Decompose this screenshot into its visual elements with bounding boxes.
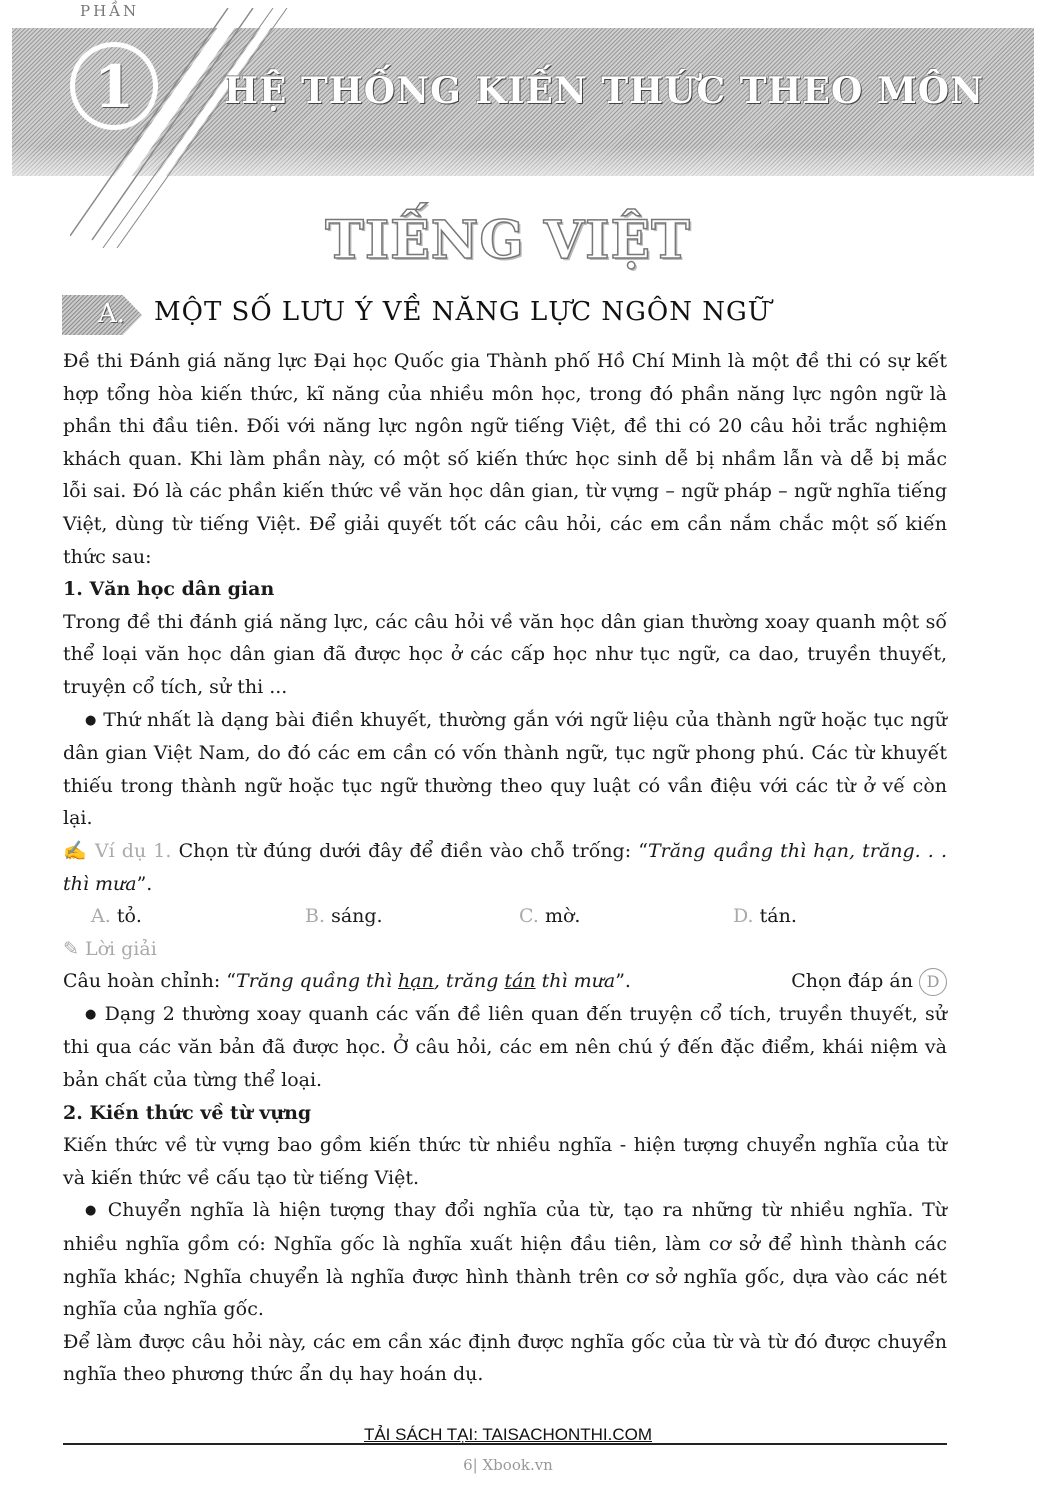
part-number-badge: 1: [70, 42, 158, 130]
footer-divider: [63, 1443, 947, 1445]
choice-letter: C.: [519, 905, 539, 928]
choice-b: [305, 900, 519, 933]
folk-literature-paragraph: Trong đề thi đánh giá năng lực, các câu hỏi về văn học dân gian thường xoay quanh một số thể loại văn học dân gian đã được học ở các cấp học như tục ngữ, ca dao, truyền thuyết, truyện cổ tích, sử thi ...: [63, 610, 947, 698]
solution-suffix: ”.: [615, 970, 631, 993]
section-letter: A.: [98, 299, 126, 329]
choice-letter: D.: [733, 905, 754, 928]
solution-tag: ✎ Lời giải: [63, 937, 157, 960]
solution-quote-part: Trăng quầng thì: [236, 970, 399, 993]
example-prompt-end: ”.: [136, 872, 153, 895]
intro-paragraph: Đề thi Đánh giá năng lực Đại học Quốc gia Thành phố Hồ Chí Minh là một đề thi có sự kết hợp tổng hòa kiến thức, kĩ năng của nhiều môn học, trong đó phần năng lực ngôn ngữ là phần thi đầu tiên. Đối với năng lực ngôn ngữ tiếng Việt, đề thi có 20 câu hỏi trắc nghiệm khách quan. Khi làm phần này, có một số kiến thức học sinh dễ bị nhầm lẫn và dễ bị mắc lỗi sai. Đó là các phần kiến thức về văn học dân gian, từ vựng – ngữ pháp – ngữ nghĩa tiếng Việt, dùng từ tiếng Việt. Để giải quyết tốt các câu hỏi, các em cần nắm chắc một số kiến thức sau:: [63, 350, 947, 568]
page-number: 6| Xbook.vn: [463, 1456, 553, 1474]
bullet-text: Chuyển nghĩa là hiện tượng thay đổi nghĩa của từ, tạo ra những từ nhiều nghĩa. Từ nhiều nghĩa gồm có: Nghĩa gốc là nghĩa xuất hiện đầu tiên, làm cơ sở để hình thành các nghĩa khác; Nghĩa chuyển là nghĩa được hình thành trên cơ sở nghĩa gốc, dựa vào các nét nghĩa của nghĩa gốc.: [63, 1199, 947, 1321]
choice-letter: B.: [305, 905, 326, 928]
section-title: MỘT SỐ LƯU Ý VỀ NĂNG LỰC NGÔN NGỮ: [154, 297, 771, 327]
answer-pick-label: Chọn đáp án: [791, 970, 913, 993]
choice-text: tỏ.: [116, 905, 142, 928]
bullet-icon: ●: [85, 1006, 98, 1022]
answer-pick-value: D: [919, 968, 947, 996]
bullet-text: Thứ nhất là dạng bài điền khuyết, thường gắn với ngữ liệu của thành ngữ hoặc tục ngữ dân gian Việt Nam, do đó các em cần có vốn thành ngữ, tục ngữ phong phú. Các từ khuyết thiếu trong thành ngữ hoặc tục ngữ thường theo quy luật có vần điệu với các từ ở vế còn lại.: [63, 708, 948, 830]
bullet-item: [63, 998, 947, 1097]
solution-underlined-word: hạn: [398, 970, 434, 993]
example-quote: Trăng quầng thì hạn, trăng. . . thì mưa: [63, 839, 947, 895]
closing-paragraph: Để làm được câu hỏi này, các em cần xác định được nghĩa gốc của từ và từ đó được chuyển nghĩa theo phương thức ẩn dụ hay hoán dụ.: [63, 1330, 947, 1386]
solution-quote-part: , trăng: [433, 970, 505, 993]
bullet-item: [63, 1194, 947, 1325]
bullet-icon: ●: [85, 1203, 100, 1219]
choice-c: [519, 900, 733, 933]
solution-line: [63, 965, 947, 998]
answer-choices: [63, 900, 947, 933]
example-tag: ✍ Ví dụ 1.: [63, 839, 172, 862]
download-link[interactable]: TẢI SÁCH TẠI: TAISACHONTHI.COM: [363, 1425, 653, 1444]
body-content: [63, 345, 947, 1391]
choice-d: [733, 900, 947, 933]
subject-title: TIẾNG VIỆT: [325, 210, 691, 271]
choice-a: [91, 900, 305, 933]
solution-quote-part: thì mưa: [535, 970, 616, 993]
choice-letter: A.: [91, 905, 111, 928]
choice-text: mờ.: [544, 905, 581, 928]
choice-text: sáng.: [331, 905, 383, 928]
answer-pick: [791, 965, 947, 998]
bullet-text: Dạng 2 thường xoay quanh các vấn đề liên quan đến truyện cổ tích, truyền thuyết, sử thi qua các văn bản đã được học. Ở câu hỏi, các em nên chú ý đến đặc điểm, khái niệm và bản chất của từng thể loại.: [63, 1002, 947, 1092]
bullet-item: [63, 704, 947, 835]
part-label: PHẦN: [80, 2, 140, 20]
heading-folk-literature: 1. Văn học dân gian: [63, 578, 275, 601]
solution-underlined-word: tán: [504, 970, 536, 993]
solution-prefix: Câu hoàn chỉnh: “: [63, 970, 237, 993]
vocabulary-paragraph: Kiến thức về từ vựng bao gồm kiến thức từ nhiều nghĩa - hiện tượng chuyển nghĩa của từ và kiến thức về cấu tạo từ tiếng Việt.: [63, 1134, 947, 1189]
example-prompt: Chọn từ đúng dưới đây để điền vào chỗ trống: “: [178, 839, 648, 862]
banner-title: HỆ THỐNG KIẾN THỨC THEO MÔN: [224, 70, 984, 112]
choice-text: tán.: [759, 905, 797, 928]
heading-vocabulary: 2. Kiến thức về từ vựng: [63, 1101, 312, 1124]
bullet-icon: ●: [85, 712, 97, 728]
example-question: [63, 835, 947, 900]
